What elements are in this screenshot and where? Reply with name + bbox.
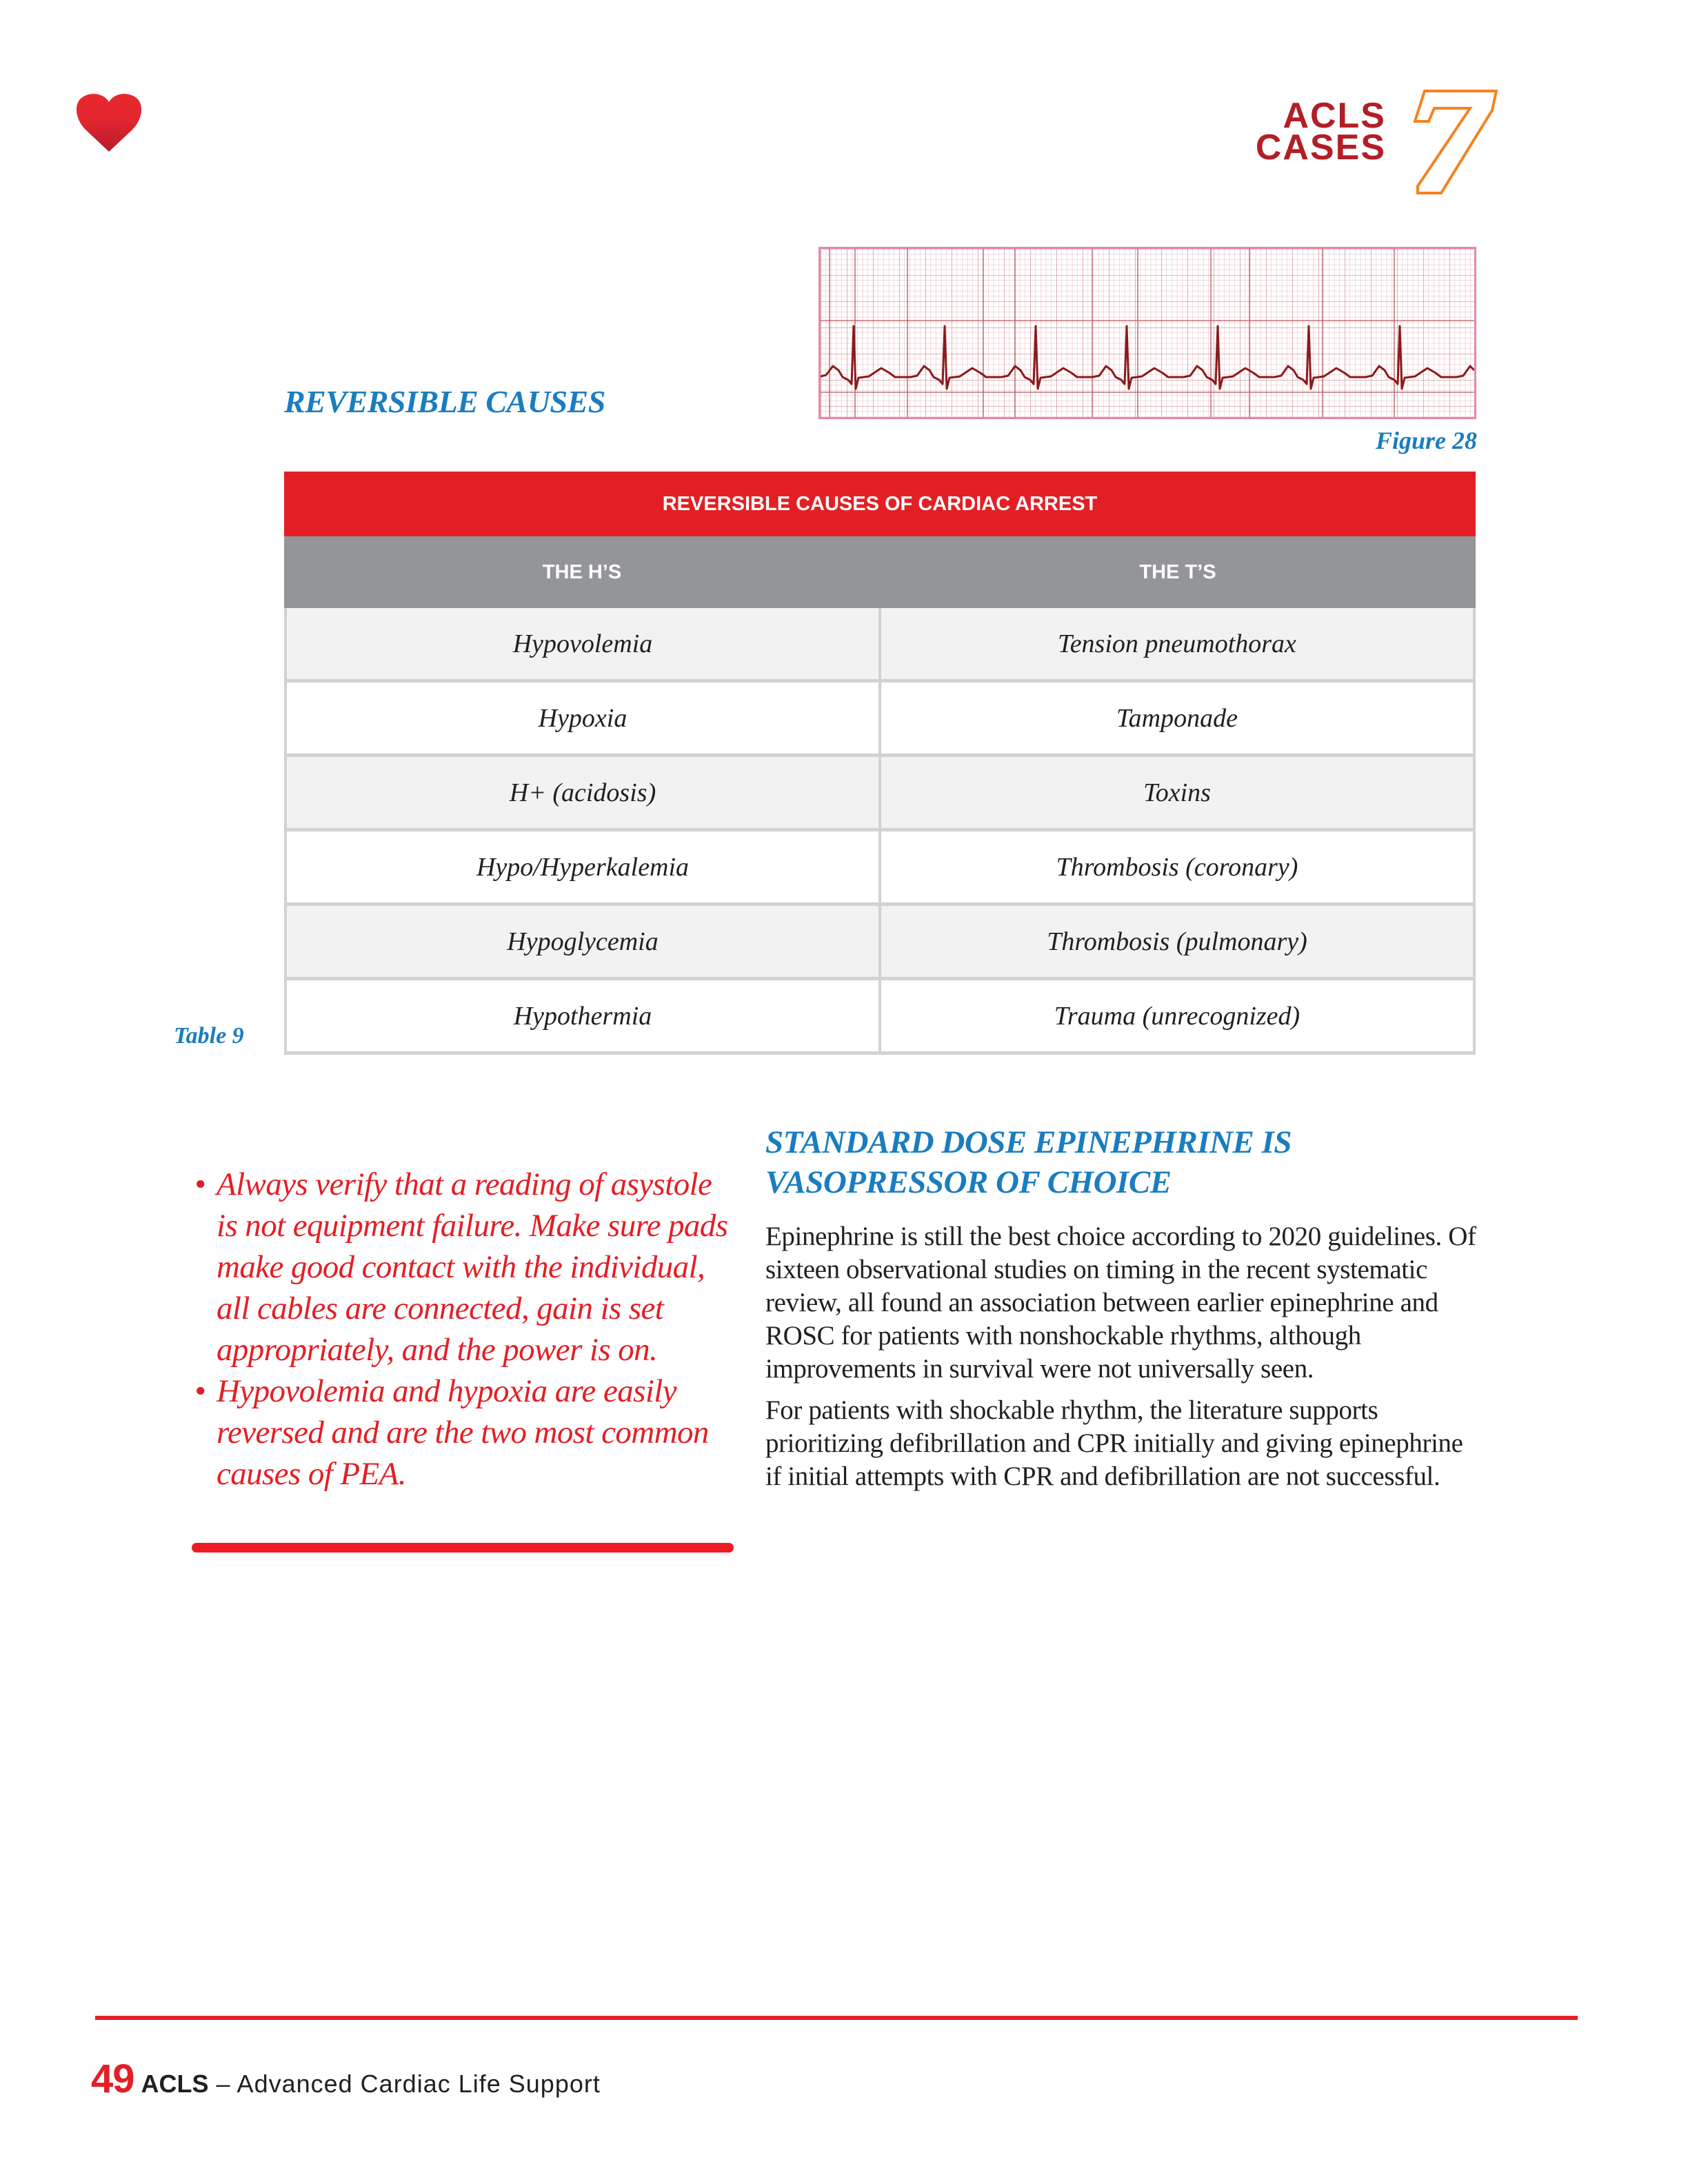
table-cell-t: Trauma (unrecognized) [1054, 1001, 1300, 1031]
ecg-rhythm-strip [818, 247, 1476, 419]
body-paragraph: Epinephrine is still the best choice according to 2020 guidelines. Of sixteen observational studies on timing in the recent systematic review, all found an association between earlier epinephrine and ROSC for patients with nonshockable rhythms, although improvements in survival were not universally seen. [765, 1222, 1476, 1384]
chapter-number-seven [1414, 90, 1503, 210]
footer-divider [95, 2016, 1578, 2020]
table-cell-t: Tamponade [1116, 703, 1238, 733]
key-points-callout [194, 1164, 732, 1495]
table-cell-h: Hypoglycemia [287, 906, 881, 977]
epinephrine-body [765, 1220, 1483, 1502]
table-cell-h: H+ (acidosis) [287, 757, 881, 828]
brand-acls-label: ACLS [1283, 96, 1386, 136]
table-row [287, 831, 1473, 906]
table-cell-h: Hypovolemia [287, 608, 881, 679]
body-paragraph: For patients with shockable rhythm, the literature supports prioritizing defibrillation and CPR initially and giving epinephrine if initial attempts with CPR and defibrillation are not successful. [765, 1395, 1463, 1491]
table-cell-h: Hypo/Hyperkalemia [287, 831, 881, 902]
heart-icon [76, 92, 142, 153]
table-cell-t: Toxins [1143, 778, 1211, 807]
callout-item [194, 1164, 732, 1371]
chapter-badge [1241, 90, 1503, 214]
footer-title: – Advanced Cardiac Life Support [208, 2070, 601, 2098]
table-title: REVERSIBLE CAUSES OF CARDIAC ARREST [284, 472, 1476, 536]
column-header-hs: THE H’S [542, 560, 622, 583]
callout-divider [192, 1543, 734, 1553]
epinephrine-heading: STANDARD DOSE EPINEPHRINE IS VASOPRESSOR OF CHOICE [765, 1124, 1292, 1200]
table-cell-h: Hypothermia [287, 980, 881, 1051]
table-caption: Table 9 [174, 1023, 244, 1049]
table-row [287, 906, 1473, 980]
page-footer [91, 2056, 601, 2102]
table-cell-t: Thrombosis (pulmonary) [1047, 927, 1307, 956]
section-title: REVERSIBLE CAUSES [284, 384, 605, 419]
callout-text: Always verify that a reading of asystole is not equipment failure. Make sure pads make good contact with the individual, all cables are connected, gain is set appropriately, and the power is on. [217, 1166, 728, 1368]
brand-cases-label: CASES [1255, 128, 1386, 168]
table-cell-t: Thrombosis (coronary) [1056, 852, 1298, 882]
table-row [287, 757, 1473, 831]
figure-caption: Figure 28 [1375, 427, 1477, 454]
reversible-causes-table [284, 472, 1476, 1055]
bullet-icon: • [194, 1166, 205, 1202]
table-body [284, 608, 1476, 1055]
table-header-row [284, 536, 1476, 608]
callout-text: Hypovolemia and hypoxia are easily reversed and are the two most common causes of PEA. [217, 1373, 709, 1492]
table-row [287, 608, 1473, 682]
table-row [287, 682, 1473, 757]
page-number: 49 [91, 2056, 134, 2101]
bullet-icon: • [194, 1373, 205, 1409]
column-header-ts: THE T’S [1139, 560, 1216, 583]
table-row [287, 980, 1473, 1055]
footer-acls: ACLS [141, 2070, 209, 2098]
table-cell-t: Tension pneumothorax [1058, 629, 1296, 658]
callout-item [194, 1371, 732, 1495]
table-cell-h: Hypoxia [287, 682, 881, 754]
